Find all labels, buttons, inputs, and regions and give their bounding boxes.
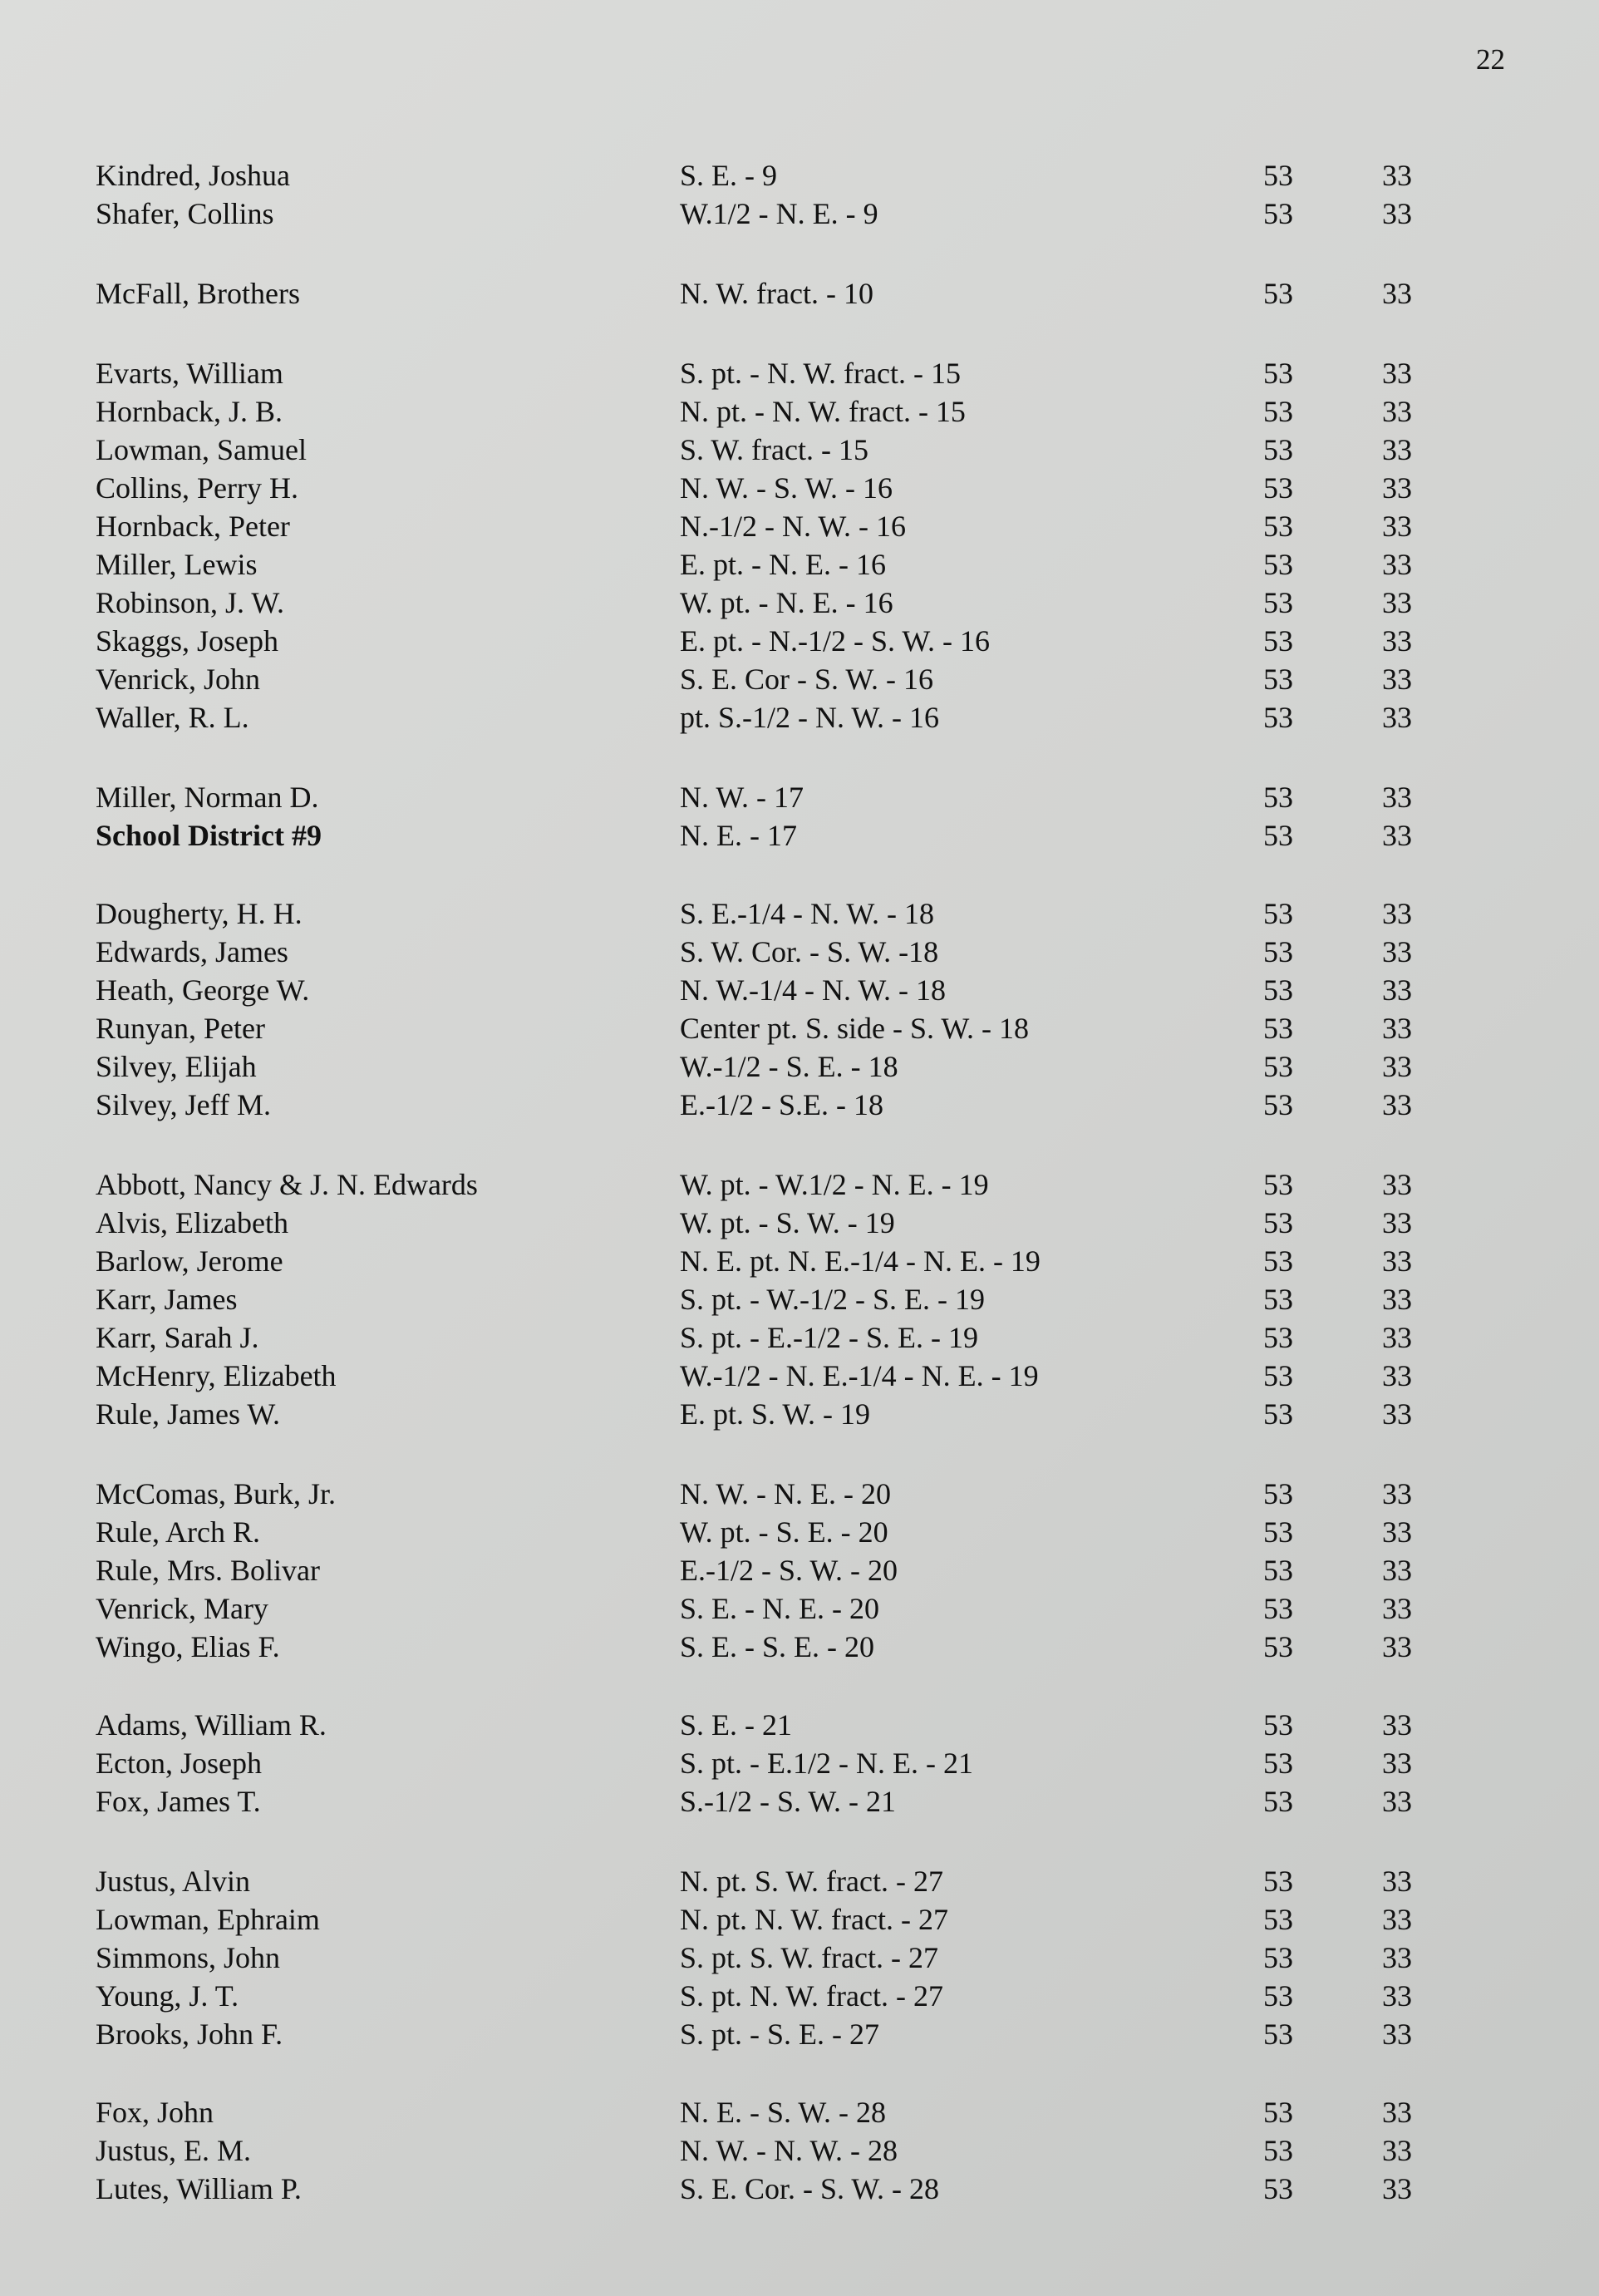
page-number: 22 (1476, 43, 1505, 76)
owner-name: Edwards, James (96, 935, 288, 968)
township-number: 53 (1263, 1865, 1293, 1898)
record-row (0, 933, 1599, 971)
record-row (0, 2015, 1599, 2053)
owner-name: Rule, Arch R. (96, 1515, 260, 1549)
land-description: W. pt. - S. E. - 20 (680, 1515, 888, 1549)
owner-name: Adams, William R. (96, 1708, 327, 1742)
record-row (0, 354, 1599, 392)
township-number: 53 (1263, 277, 1293, 310)
range-number: 33 (1382, 1168, 1412, 1201)
record-row (0, 1900, 1599, 1939)
land-description: pt. S.-1/2 - N. W. - 16 (680, 701, 940, 734)
land-description: W.-1/2 - N. E.-1/4 - N. E. - 19 (680, 1359, 1039, 1392)
range-number: 33 (1382, 781, 1412, 814)
owner-name: Karr, James (96, 1283, 238, 1316)
range-number: 33 (1382, 935, 1412, 968)
township-number: 53 (1263, 1979, 1293, 2013)
township-number: 53 (1263, 357, 1293, 390)
township-number: 53 (1263, 624, 1293, 658)
township-number: 53 (1263, 1903, 1293, 1936)
range-number: 33 (1382, 471, 1412, 505)
range-number: 33 (1382, 1941, 1412, 1974)
township-number: 53 (1263, 1785, 1293, 1818)
range-number: 33 (1382, 1979, 1412, 2013)
township-number: 53 (1263, 586, 1293, 619)
record-row (0, 2131, 1599, 2170)
owner-name: Dougherty, H. H. (96, 897, 303, 930)
record-row (0, 1628, 1599, 1666)
record-row (0, 1744, 1599, 1782)
township-number: 53 (1263, 1206, 1293, 1239)
record-row (0, 2093, 1599, 2131)
land-description: Center pt. S. side - S. W. - 18 (680, 1012, 1029, 1045)
township-number: 53 (1263, 781, 1293, 814)
owner-name: Lowman, Samuel (96, 433, 307, 466)
land-description: N. W. - N. W. - 28 (680, 2134, 898, 2167)
land-description: N. pt. N. W. fract. - 27 (680, 1903, 948, 1936)
record-row (0, 469, 1599, 507)
land-description: N. W.-1/4 - N. W. - 18 (680, 973, 947, 1007)
township-number: 53 (1263, 395, 1293, 428)
land-description: S. pt. - S. E. - 27 (680, 2018, 880, 2051)
record-row (0, 622, 1599, 660)
range-number: 33 (1382, 277, 1412, 310)
owner-name: Brooks, John F. (96, 2018, 283, 2051)
record-row (0, 1165, 1599, 1204)
range-number: 33 (1382, 663, 1412, 696)
range-number: 33 (1382, 1747, 1412, 1780)
owner-name: Heath, George W. (96, 973, 310, 1007)
land-description: N. W. - N. E. - 20 (680, 1477, 891, 1510)
owner-name: Ecton, Joseph (96, 1747, 262, 1780)
township-number: 53 (1263, 1515, 1293, 1549)
record-row (0, 1551, 1599, 1589)
land-description: S. W. Cor. - S. W. -18 (680, 935, 939, 968)
township-number: 53 (1263, 973, 1293, 1007)
township-number: 53 (1263, 159, 1293, 192)
record-row (0, 1204, 1599, 1242)
township-number: 53 (1263, 1050, 1293, 1083)
township-number: 53 (1263, 819, 1293, 852)
range-number: 33 (1382, 2018, 1412, 2051)
land-description: S. E. - S. E. - 20 (680, 1630, 874, 1663)
land-description: S. E.-1/4 - N. W. - 18 (680, 897, 934, 930)
owner-name: Collins, Perry H. (96, 471, 299, 505)
township-number: 53 (1263, 701, 1293, 734)
township-number: 53 (1263, 510, 1293, 543)
owner-name: Abbott, Nancy & J. N. Edwards (96, 1168, 478, 1201)
record-row (0, 1589, 1599, 1628)
owner-name: Shafer, Collins (96, 197, 274, 230)
land-description: S. E. - N. E. - 20 (680, 1592, 879, 1625)
land-description: N. pt. S. W. fract. - 27 (680, 1865, 943, 1898)
land-description: N. W. fract. - 10 (680, 277, 873, 310)
range-number: 33 (1382, 1283, 1412, 1316)
land-description: N. E. - S. W. - 28 (680, 2096, 887, 2129)
township-number: 53 (1263, 471, 1293, 505)
township-number: 53 (1263, 2134, 1293, 2167)
owner-name: McFall, Brothers (96, 277, 300, 310)
township-number: 53 (1263, 1630, 1293, 1663)
land-description: S. pt. - E.1/2 - N. E. - 21 (680, 1747, 973, 1780)
record-row (0, 1086, 1599, 1124)
township-number: 53 (1263, 2018, 1293, 2051)
owner-name: McHenry, Elizabeth (96, 1359, 337, 1392)
land-description: E.-1/2 - S.E. - 18 (680, 1088, 883, 1121)
owner-name: McComas, Burk, Jr. (96, 1477, 337, 1510)
township-number: 53 (1263, 197, 1293, 230)
record-row (0, 660, 1599, 698)
land-description: E. pt. S. W. - 19 (680, 1397, 871, 1431)
record-row (0, 1475, 1599, 1513)
township-number: 53 (1263, 1554, 1293, 1587)
township-number: 53 (1263, 2096, 1293, 2129)
owner-name: Alvis, Elizabeth (96, 1206, 288, 1239)
land-description: W.1/2 - N. E. - 9 (680, 197, 878, 230)
land-description: S. pt. - W.-1/2 - S. E. - 19 (680, 1283, 986, 1316)
record-row (0, 2170, 1599, 2208)
owner-name: Hornback, J. B. (96, 395, 283, 428)
range-number: 33 (1382, 624, 1412, 658)
range-number: 33 (1382, 1865, 1412, 1898)
range-number: 33 (1382, 357, 1412, 390)
land-description: N. pt. - N. W. fract. - 15 (680, 395, 966, 428)
township-number: 53 (1263, 1592, 1293, 1625)
township-number: 53 (1263, 1088, 1293, 1121)
record-row (0, 1513, 1599, 1551)
range-number: 33 (1382, 1477, 1412, 1510)
township-number: 53 (1263, 1168, 1293, 1201)
record-row (0, 1280, 1599, 1318)
land-description: N. E. - 17 (680, 819, 797, 852)
township-number: 53 (1263, 1012, 1293, 1045)
range-number: 33 (1382, 1903, 1412, 1936)
range-number: 33 (1382, 2096, 1412, 2129)
range-number: 33 (1382, 433, 1412, 466)
owner-name: Lowman, Ephraim (96, 1903, 320, 1936)
range-number: 33 (1382, 1554, 1412, 1587)
land-description: S. E. - 21 (680, 1708, 792, 1742)
township-number: 53 (1263, 1477, 1293, 1510)
record-row (0, 195, 1599, 233)
land-description: S. pt. - N. W. fract. - 15 (680, 357, 961, 390)
owner-name: Lutes, William P. (96, 2172, 302, 2205)
owner-name: Karr, Sarah J. (96, 1321, 259, 1354)
land-description: E. pt. - N.-1/2 - S. W. - 16 (680, 624, 990, 658)
range-number: 33 (1382, 1321, 1412, 1354)
land-description: S.-1/2 - S. W. - 21 (680, 1785, 897, 1818)
township-number: 53 (1263, 663, 1293, 696)
record-row (0, 698, 1599, 737)
record-row (0, 778, 1599, 816)
land-description: W. pt. - W.1/2 - N. E. - 19 (680, 1168, 989, 1201)
owner-name: Wingo, Elias F. (96, 1630, 280, 1663)
record-row (0, 971, 1599, 1009)
range-number: 33 (1382, 1244, 1412, 1278)
range-number: 33 (1382, 1088, 1412, 1121)
land-description: N.-1/2 - N. W. - 16 (680, 510, 906, 543)
range-number: 33 (1382, 701, 1412, 734)
township-number: 53 (1263, 1321, 1293, 1354)
range-number: 33 (1382, 548, 1412, 581)
owner-name: Fox, James T. (96, 1785, 261, 1818)
record-row (0, 1706, 1599, 1744)
township-number: 53 (1263, 1283, 1293, 1316)
owner-name: Hornback, Peter (96, 510, 290, 543)
record-row (0, 1318, 1599, 1357)
owner-name: School District #9 (96, 819, 322, 852)
record-row (0, 156, 1599, 195)
township-number: 53 (1263, 2172, 1293, 2205)
owner-name: Robinson, J. W. (96, 586, 285, 619)
range-number: 33 (1382, 1630, 1412, 1663)
owner-name: Simmons, John (96, 1941, 281, 1974)
land-description: N. W. - S. W. - 16 (680, 471, 893, 505)
record-row (0, 1862, 1599, 1900)
township-number: 53 (1263, 897, 1293, 930)
record-row (0, 1977, 1599, 2015)
land-description: E. pt. - N. E. - 16 (680, 548, 886, 581)
record-row (0, 894, 1599, 933)
record-row (0, 1395, 1599, 1433)
record-row (0, 274, 1599, 313)
record-row (0, 507, 1599, 545)
range-number: 33 (1382, 1012, 1412, 1045)
land-description: N. E. pt. N. E.-1/4 - N. E. - 19 (680, 1244, 1041, 1278)
range-number: 33 (1382, 1592, 1412, 1625)
owner-name: Venrick, John (96, 663, 260, 696)
owner-name: Miller, Lewis (96, 548, 258, 581)
range-number: 33 (1382, 1515, 1412, 1549)
land-description: W. pt. - N. E. - 16 (680, 586, 893, 619)
owner-name: Silvey, Jeff M. (96, 1088, 271, 1121)
record-row (0, 1047, 1599, 1086)
township-number: 53 (1263, 1708, 1293, 1742)
record-row (0, 1782, 1599, 1821)
owner-name: Kindred, Joshua (96, 159, 290, 192)
owner-name: Barlow, Jerome (96, 1244, 283, 1278)
township-number: 53 (1263, 548, 1293, 581)
range-number: 33 (1382, 395, 1412, 428)
land-description: S. E. Cor - S. W. - 16 (680, 663, 934, 696)
range-number: 33 (1382, 1785, 1412, 1818)
owner-name: Fox, John (96, 2096, 214, 2129)
record-row (0, 392, 1599, 431)
owner-name: Venrick, Mary (96, 1592, 268, 1625)
land-description: S. pt. - E.-1/2 - S. E. - 19 (680, 1321, 978, 1354)
range-number: 33 (1382, 1359, 1412, 1392)
owner-name: Waller, R. L. (96, 701, 249, 734)
land-description: E.-1/2 - S. W. - 20 (680, 1554, 898, 1587)
record-row (0, 1357, 1599, 1395)
owner-name: Miller, Norman D. (96, 781, 319, 814)
owner-name: Skaggs, Joseph (96, 624, 279, 658)
range-number: 33 (1382, 197, 1412, 230)
land-description: S. W. fract. - 15 (680, 433, 868, 466)
range-number: 33 (1382, 2134, 1412, 2167)
township-number: 53 (1263, 1397, 1293, 1431)
record-row (0, 545, 1599, 584)
owner-name: Rule, James W. (96, 1397, 280, 1431)
township-number: 53 (1263, 1941, 1293, 1974)
range-number: 33 (1382, 973, 1412, 1007)
range-number: 33 (1382, 1050, 1412, 1083)
range-number: 33 (1382, 1708, 1412, 1742)
record-row (0, 1939, 1599, 1977)
record-row (0, 431, 1599, 469)
township-number: 53 (1263, 1747, 1293, 1780)
township-number: 53 (1263, 1244, 1293, 1278)
range-number: 33 (1382, 1206, 1412, 1239)
owner-name: Young, J. T. (96, 1979, 239, 2013)
owner-name: Justus, E. M. (96, 2134, 252, 2167)
record-row (0, 1009, 1599, 1047)
land-description: S. E. Cor. - S. W. - 28 (680, 2172, 940, 2205)
land-description: S. pt. N. W. fract. - 27 (680, 1979, 943, 2013)
record-row (0, 584, 1599, 622)
range-number: 33 (1382, 159, 1412, 192)
record-row (0, 816, 1599, 855)
land-description: S. pt. S. W. fract. - 27 (680, 1941, 938, 1974)
range-number: 33 (1382, 2172, 1412, 2205)
township-number: 53 (1263, 1359, 1293, 1392)
record-row (0, 1242, 1599, 1280)
land-description: W.-1/2 - S. E. - 18 (680, 1050, 898, 1083)
owner-name: Justus, Alvin (96, 1865, 251, 1898)
land-description: N. W. - 17 (680, 781, 804, 814)
range-number: 33 (1382, 1397, 1412, 1431)
township-number: 53 (1263, 935, 1293, 968)
range-number: 33 (1382, 819, 1412, 852)
township-number: 53 (1263, 433, 1293, 466)
owner-name: Silvey, Elijah (96, 1050, 257, 1083)
land-description: W. pt. - S. W. - 19 (680, 1206, 895, 1239)
owner-name: Runyan, Peter (96, 1012, 265, 1045)
land-description: S. E. - 9 (680, 159, 777, 192)
range-number: 33 (1382, 586, 1412, 619)
range-number: 33 (1382, 510, 1412, 543)
owner-name: Evarts, William (96, 357, 283, 390)
owner-name: Rule, Mrs. Bolivar (96, 1554, 320, 1587)
range-number: 33 (1382, 897, 1412, 930)
